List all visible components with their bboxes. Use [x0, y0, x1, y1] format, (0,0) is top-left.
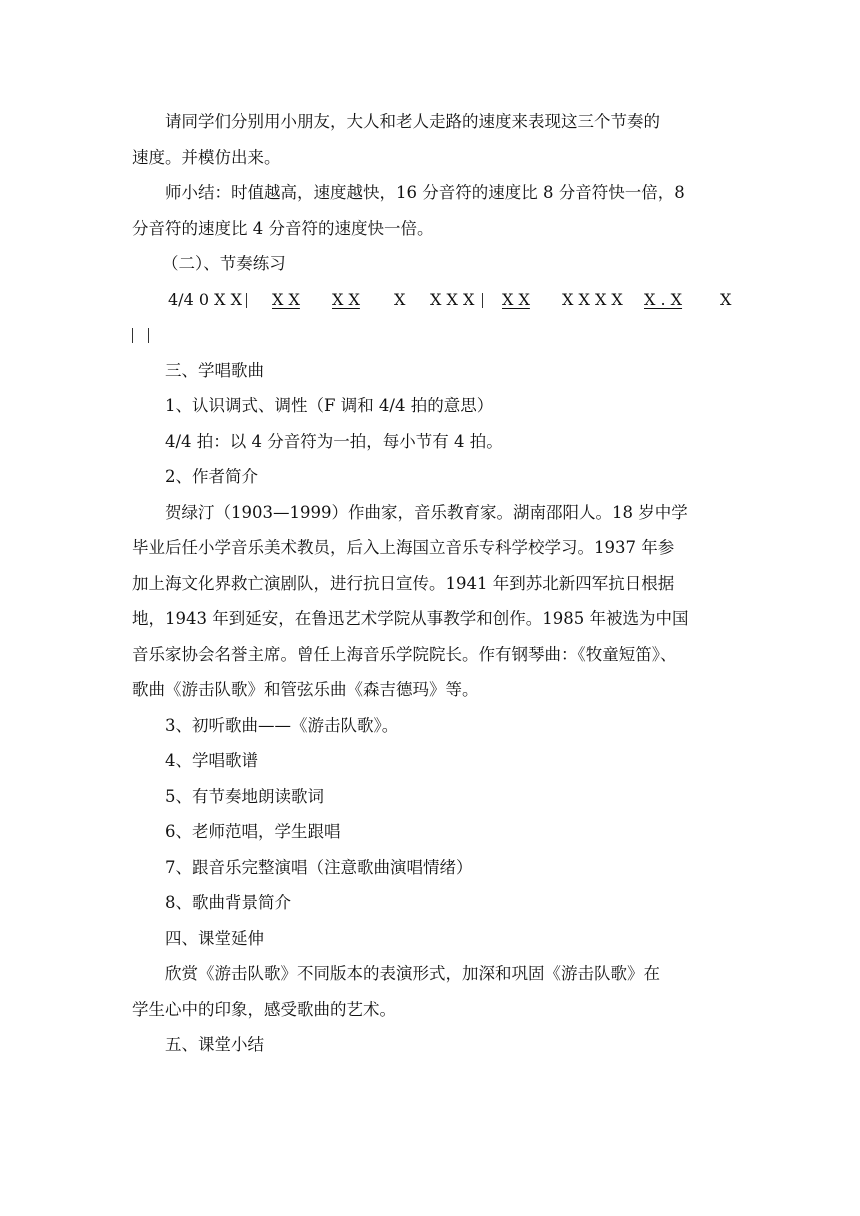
rhythm-group: X . X — [644, 289, 683, 309]
list-item: 5、有节奏地朗读歌词 — [165, 786, 324, 806]
bar-line — [482, 282, 483, 318]
document-page — [132, 104, 732, 1063]
section-heading: 五、课堂小结 — [165, 1035, 264, 1054]
rhythm-group: X — [394, 289, 406, 309]
paragraph-line: 歌曲《游击队歌》和管弦乐曲《森吉德玛》等。 — [132, 680, 479, 699]
rhythm-group: X X X X — [562, 289, 623, 309]
list-item: 6、老师范唱，学生跟唱 — [165, 822, 341, 841]
paragraph-line: 加上海文化界救亡演剧队，进行抗日宣传。1941 年到苏北新四军抗日根据 — [132, 573, 675, 593]
bar-line — [148, 317, 149, 353]
list-item: 3、初听歌曲——《游击队歌》。 — [165, 715, 399, 735]
paragraph-line: 地，1943 年到延安，在鲁迅艺术学院从事教学和创作。1985 年被选为中国 — [132, 609, 689, 628]
paragraph-line: 4/4 拍：以 4 分音符为一拍，每小节有 4 拍。 — [165, 431, 503, 451]
paragraph-line: 分音符的速度比 4 分音符的速度快一倍。 — [132, 218, 434, 238]
list-item: 2、作者简介 — [165, 467, 258, 486]
section-heading: 四、课堂延伸 — [165, 928, 264, 948]
rhythm-group: X — [720, 289, 732, 309]
paragraph-line: 学生心中的印象，感受歌曲的艺术。 — [132, 999, 396, 1019]
list-item: 4、学唱歌谱 — [165, 751, 258, 770]
list-item: 8、歌曲背景简介 — [165, 893, 291, 912]
paragraph-line: 贺绿汀（1903—1999）作曲家，音乐教育家。湖南邵阳人。18 岁中学 — [165, 502, 688, 522]
list-item: 7、跟音乐完整演唱（注意歌曲演唱情绪） — [165, 857, 473, 877]
rhythm-group: X X — [332, 289, 360, 309]
paragraph-line: 请同学们分别用小朋友，大人和老人走路的速度来表现这三个节奏的 — [165, 112, 660, 131]
paragraph-line: 毕业后任小学音乐美术教员，后入上海国立音乐专科学校学习。1937 年参 — [132, 538, 675, 557]
section-heading: 三、学唱歌曲 — [165, 360, 264, 380]
paragraph-line: 师小结：时值越高，速度越快，16 分音符的速度比 8 分音符快一倍，8 — [165, 183, 685, 202]
paragraph-line: 音乐家协会名誉主席。曾任上海音乐学院院长。作有钢琴曲：《牧童短笛》、 — [132, 644, 677, 664]
bar-line — [132, 317, 133, 353]
paragraph-line: 欣赏《游击队歌》不同版本的表演形式，加深和巩固《游击队歌》在 — [165, 964, 660, 983]
bar-line — [246, 282, 247, 318]
rhythm-notation — [132, 282, 732, 318]
list-item: 1、认识调式、调性（F 调和 4/4 拍的意思） — [165, 396, 494, 415]
rhythm-group: X X X — [430, 289, 475, 309]
rhythm-group: X X — [502, 289, 530, 309]
paragraph-line: 速度。并模仿出来。 — [132, 147, 281, 167]
section-heading: （二）、节奏练习 — [162, 254, 286, 273]
rhythm-notation-end — [132, 317, 732, 353]
rhythm-group: X X — [272, 289, 300, 309]
rhythm-meter: 4/4 0 X X — [168, 289, 242, 309]
